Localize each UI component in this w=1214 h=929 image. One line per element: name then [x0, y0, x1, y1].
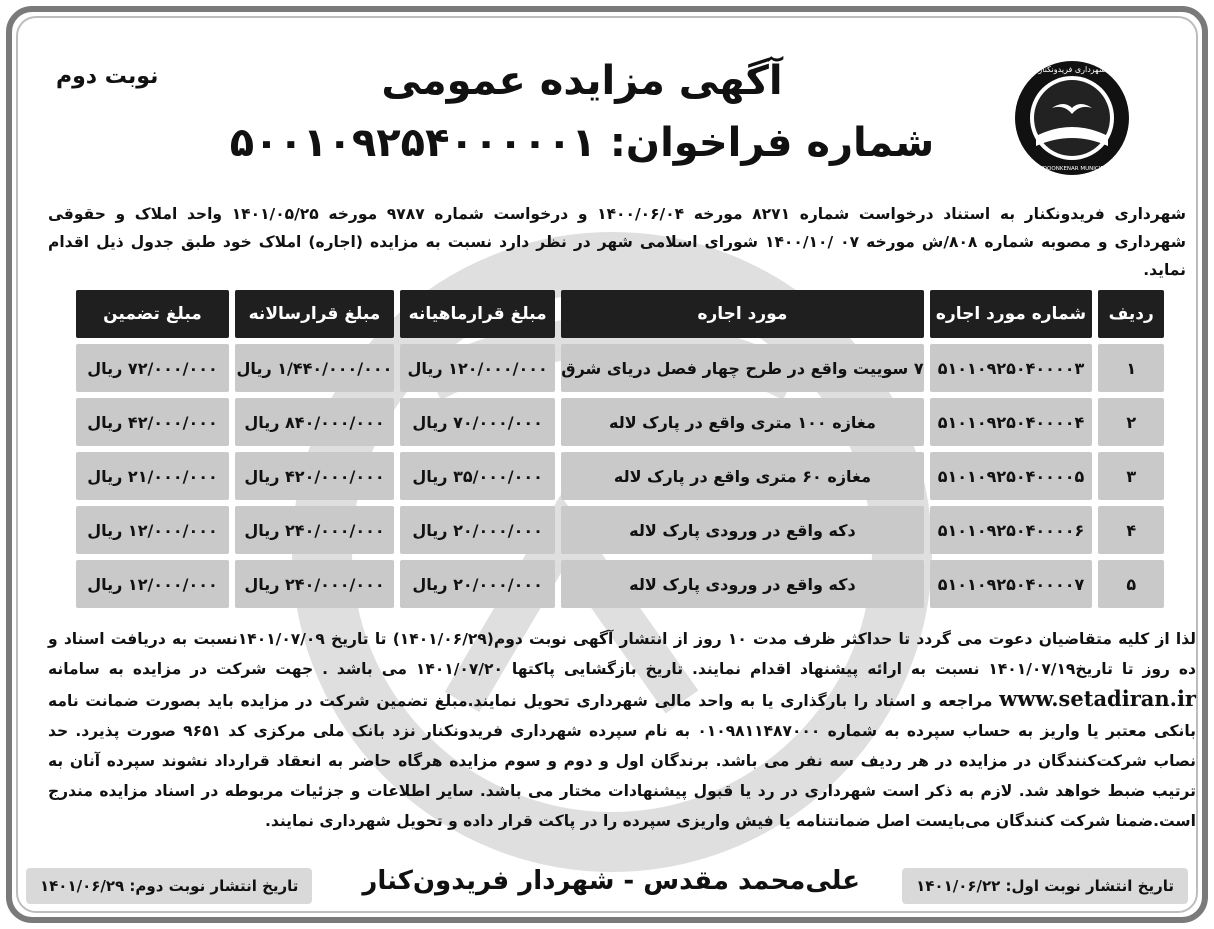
cell-guarantee-amount: ۴۲/۰۰۰/۰۰۰ ریال [76, 398, 229, 446]
call-number: شماره فراخوان: ۵۰۰۱۰۹۲۵۴۰۰۰۰۰۱ [229, 120, 935, 166]
conditions-part-2: مراجعه و اسناد را بارگذاری یا به واحد مالی شهرداری تحویل نمایند.مبلغ تضمین شرکت در مزایده باید بصورت ضمانت نامه بانکی معتبر یا واریز به حساب سپرده به شماره ۰۱۰۹۸۱۱۴۸۷۰۰۰ به نام سپرده شهرداری فریدونکنار نزد بانک ملی مرکزی کد ۹۶۵۱ صورت پذیرد. حد نصاب شرکت‌کنندگان در مزایده در هر ردیف سه نفر می باشد. برندگان اول و دوم و سوم مزایده هرگاه حاضر به انعقاد قرارداد نشوند سپرده آنان به ترتیب ضبط خواهد شد. لازم به ذکر است شهرداری در رد یا قبول پیشنهادات مختار می باشد. سایر اطلاعات و جزئیات مربوطه در اسناد مزایده مندرج است.ضمنا شرکت کنندگان می‌بایست اصل ضمانتنامه یا فیش واریزی سپرده را در پاکت قرار داده و تحویل شهرداری نمایند. [48, 692, 1196, 830]
table-row [76, 344, 1164, 392]
conditions-paragraph [48, 624, 1196, 836]
cell-monthly-amount: ۲۰/۰۰۰/۰۰۰ ریال [400, 560, 555, 608]
second-publish-date: تاریخ انتشار نوبت دوم: ۱۴۰۱/۰۶/۲۹ [26, 868, 312, 904]
cell-row-number: ۲ [1098, 398, 1164, 446]
cell-annual-amount: ۴۲۰/۰۰۰/۰۰۰ ریال [235, 452, 394, 500]
cell-monthly-amount: ۷۰/۰۰۰/۰۰۰ ریال [400, 398, 555, 446]
table-header-row [76, 290, 1164, 338]
notice-title: آگهی مزایده عمومی [381, 58, 783, 104]
setadiran-link[interactable]: www.setadiran.ir [999, 686, 1196, 711]
intro-paragraph: شهرداری فریدونکنار به استناد درخواست شماره ۸۲۷۱ مورخه ۱۴۰۰/۰۶/۰۴ و درخواست شماره ۹۷۸۷ مورخه ۱۴۰۱/۰۵/۲۵ واحد املاک و حقوقی شهرداری و مصوبه شماره ۸۰۸/ش مورخه ۰۷ /۱۴۰۰/۱۰ شورای اسلامی شهر در نظر دارد نسبت به مزایده (اجاره) املاک خود طبق جدول ذیل اقدام نماید. [48, 205, 1187, 279]
cell-lease-item: مغازه ۶۰ متری واقع در پارک لاله [561, 452, 923, 500]
table-row [76, 398, 1164, 446]
cell-guarantee-amount: ۲۱/۰۰۰/۰۰۰ ریال [76, 452, 229, 500]
cell-annual-amount: ۱/۴۴۰/۰۰۰/۰۰۰ ریال [235, 344, 394, 392]
cell-lease-item: مغازه ۱۰۰ متری واقع در پارک لاله [561, 398, 923, 446]
cell-row-number: ۳ [1098, 452, 1164, 500]
cell-row-number: ۴ [1098, 506, 1164, 554]
logo-bottom-text: FEREYDOONKENAR MUNICIPALITY [1025, 166, 1119, 172]
header-lease-id: شماره مورد اجاره [930, 290, 1093, 338]
logo-top-text: شهرداری فریدونکنار [1038, 65, 1106, 74]
conditions-part-1: لذا از کلیه متقاضیان دعوت می گردد تا حداکثر ظرف مدت ۱۰ روز از انتشار آگهی نوبت دوم(۱۴۰۱/۰۶/۲۹) تا تاریخ ۱۴۰۱/۰۷/۰۹نسبت به دریافت اسناد و ده روز تا تاریخ۱۴۰۱/۰۷/۱۹ نسبت به ارائه پیشنهاد اقدام نمایند. تاریخ بازگشایی پاکتها ۱۴۰۱/۰۷/۲۰ می باشد . جهت شرکت در مزایده به سامانه [48, 630, 1196, 678]
cell-annual-amount: ۲۴۰/۰۰۰/۰۰۰ ریال [235, 560, 394, 608]
header-lease-item: مورد اجاره [561, 290, 923, 338]
cell-lease-id: ۵۱۰۱۰۹۲۵۰۴۰۰۰۰۵ [930, 452, 1093, 500]
lease-table [70, 284, 1170, 614]
cell-guarantee-amount: ۷۲/۰۰۰/۰۰۰ ریال [76, 344, 229, 392]
cell-annual-amount: ۸۴۰/۰۰۰/۰۰۰ ریال [235, 398, 394, 446]
header-annual-amount: مبلغ قرارسالانه [235, 290, 394, 338]
cell-row-number: ۱ [1098, 344, 1164, 392]
cell-monthly-amount: ۲۰/۰۰۰/۰۰۰ ریال [400, 506, 555, 554]
cell-lease-item: دکه واقع در ورودی پارک لاله [561, 560, 923, 608]
round-label: نوبت دوم [56, 64, 159, 89]
notice-footer [20, 864, 1194, 908]
cell-lease-item: دکه واقع در ورودی پارک لاله [561, 506, 923, 554]
table-row [76, 452, 1164, 500]
header-monthly-amount: مبلغ قرارماهیانه [400, 290, 555, 338]
first-publish-date: تاریخ انتشار نوبت اول: ۱۴۰۱/۰۶/۲۲ [902, 868, 1188, 904]
cell-lease-id: ۵۱۰۱۰۹۲۵۰۴۰۰۰۰۷ [930, 560, 1093, 608]
notice-frame [6, 6, 1208, 923]
cell-guarantee-amount: ۱۲/۰۰۰/۰۰۰ ریال [76, 506, 229, 554]
mayor-signature: علی‌محمد مقدس - شهردار فریدون‌کنار [362, 866, 860, 896]
cell-lease-item: ۷ سوییت واقع در طرح چهار فصل دریای شرق [561, 344, 923, 392]
cell-lease-id: ۵۱۰۱۰۹۲۵۰۴۰۰۰۰۶ [930, 506, 1093, 554]
cell-lease-id: ۵۱۰۱۰۹۲۵۰۴۰۰۰۰۳ [930, 344, 1093, 392]
cell-lease-id: ۵۱۰۱۰۹۲۵۰۴۰۰۰۰۴ [930, 398, 1093, 446]
header-row-number: ردیف [1098, 290, 1164, 338]
cell-guarantee-amount: ۱۲/۰۰۰/۰۰۰ ریال [76, 560, 229, 608]
header-guarantee-amount: مبلغ تضمین [76, 290, 229, 338]
table-row [76, 560, 1164, 608]
cell-annual-amount: ۲۴۰/۰۰۰/۰۰۰ ریال [235, 506, 394, 554]
cell-monthly-amount: ۳۵/۰۰۰/۰۰۰ ریال [400, 452, 555, 500]
cell-row-number: ۵ [1098, 560, 1164, 608]
cell-monthly-amount: ۱۲۰/۰۰۰/۰۰۰ ریال [400, 344, 555, 392]
table-row [76, 506, 1164, 554]
municipality-logo [1012, 58, 1132, 178]
